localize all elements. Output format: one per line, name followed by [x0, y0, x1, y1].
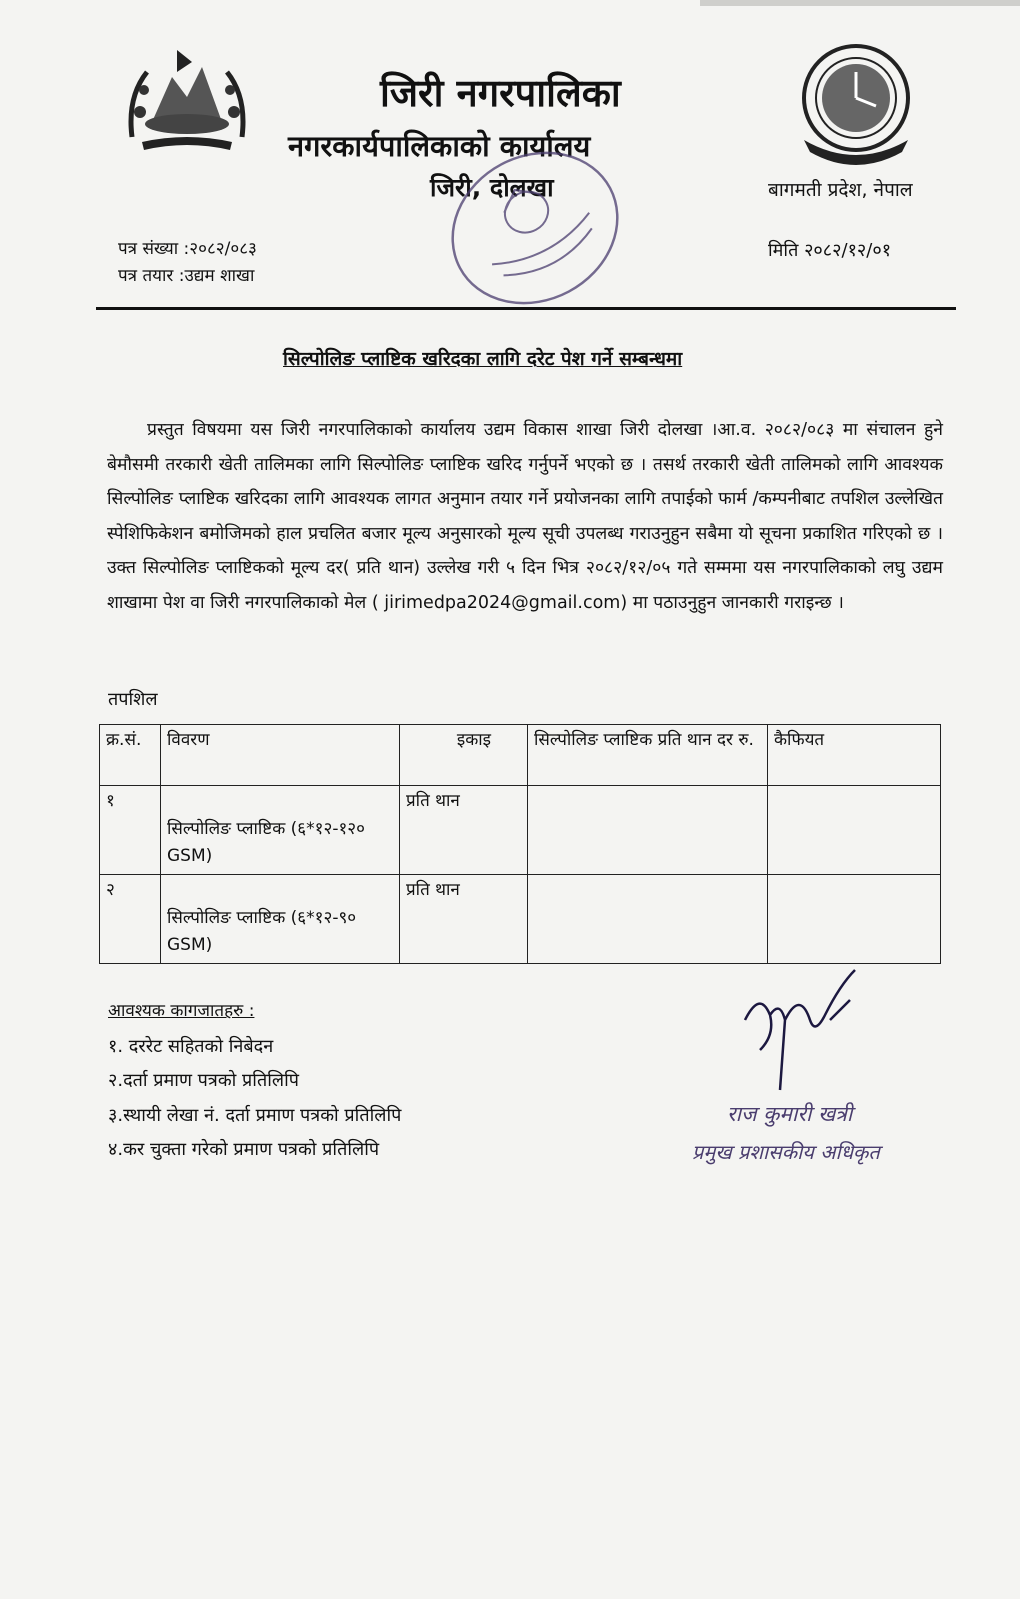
body-paragraph	[107, 413, 943, 620]
cell-description-text: सिल्पोलिङ प्लाष्टिक (६*१२-१२० GSM)	[167, 819, 365, 866]
cell-sn: २	[100, 875, 161, 964]
table-row	[100, 786, 941, 875]
cell-sn: १	[100, 786, 161, 875]
col-header-remarks: कैफियत	[768, 725, 941, 786]
cell-unit: प्रति थान	[400, 875, 528, 964]
required-document-item: ३.स्थायी लेखा नं. दर्ता प्रमाण पत्रको प्रतिलिपि	[108, 1105, 402, 1126]
signatory-name: राज कुमारी खत्री	[727, 1102, 853, 1126]
letter-number: पत्र संख्या :२०८२/०८३	[118, 239, 257, 259]
office-seal-icon	[440, 140, 630, 315]
cell-remarks	[768, 875, 941, 964]
province-label: बागमती प्रदेश, नेपाल	[768, 179, 913, 201]
subject-line: सिल्पोलिङ प्लाष्टिक खरिदका लागि दरेट पेश गर्ने सम्बन्धमा	[283, 348, 683, 370]
required-document-item: १. दररेट सहितको निबेदन	[108, 1036, 274, 1057]
required-document-item: ४.कर चुक्ता गरेको प्रमाण पत्रको प्रतिलिपि	[108, 1139, 380, 1160]
signatory-title: प्रमुख प्रशासकीय अधिकृत	[692, 1140, 880, 1164]
cell-rate	[528, 786, 768, 875]
org-name: जिरी नगरपालिका	[380, 71, 621, 115]
col-header-unit-label: इकाइ	[456, 730, 491, 750]
header-divider	[96, 307, 956, 310]
cell-description-text: सिल्पोलिङ प्लाष्टिक (६*१२-९० GSM)	[167, 908, 357, 955]
body-text: प्रस्तुत विषयमा यस जिरी नगरपालिकाको कार्यालय उद्यम विकास शाखा जिरी दोलखा ।आ.व. २०८२/०८३ मा संचालन हुने बेमौसमी तरकारी खेती तालिमका लागि सिल्पोलिङ प्लाष्टिक खरिद गर्नुपर्ने भएको छ । तसर्थ तरकारी खेती तालिमको लागि आवश्यक सिल्पोलिङ प्लाष्टिक खरिदका लागि आवश्यक लागत अनुमान तयार गर्ने प्रयोजनका लागि तपाईको फार्म /कम्पनीबाट तपशिल उल्लेखित स्पेशिफिकेशन बमोजिमको हाल प्रचलित बजार मूल्य अनुसारको मूल्य सूची उपलब्ध गराउनुहुन सबैमा यो सूचना प्रकाशित गरिएको छ । उक्त सिल्पोलिङ प्लाष्टिकको मूल्य दर( प्रति थान) उल्लेख गरी ५ दिन भित्र २०८२/१२/०५ गते सम्ममा यस नगरपालिकाको लघु उद्यम शाखामा पेश वा जिरी नगरपालिकाको मेल ( jirimedpa2024@gmail.com) मा पठाउनुहुन जानकारी गराइन्छ ।	[107, 420, 943, 613]
col-header-unit	[400, 725, 528, 786]
specification-table	[99, 724, 941, 964]
table-row	[100, 875, 941, 964]
table-header-row	[100, 725, 941, 786]
letter-date: मिति २०८२/१२/०१	[768, 240, 892, 261]
cell-description	[161, 786, 400, 875]
nepal-government-emblem-icon	[122, 42, 252, 154]
office-name: नगरकार्यपालिकाको कार्यालय	[288, 129, 591, 163]
cell-description	[161, 875, 400, 964]
col-header-description: विवरण	[161, 725, 400, 786]
details-label: तपशिल	[108, 689, 158, 710]
cell-unit: प्रति थान	[400, 786, 528, 875]
jiri-municipality-logo-icon	[790, 40, 922, 180]
col-header-sn: क्र.सं.	[100, 725, 161, 786]
office-address: जिरी, दोलखा	[430, 173, 554, 202]
required-document-item: २.दर्ता प्रमाण पत्रको प्रतिलिपि	[108, 1070, 299, 1091]
signature-icon	[730, 960, 870, 1100]
scan-edge	[700, 0, 1020, 6]
cell-rate	[528, 875, 768, 964]
required-documents-title: आवश्यक कागजातहरु :	[108, 1001, 255, 1021]
cell-remarks	[768, 786, 941, 875]
letter-prepared-by: पत्र तयार :उद्यम शाखा	[118, 266, 255, 286]
col-header-rate: सिल्पोलिङ प्लाष्टिक प्रति थान दर रु.	[528, 725, 768, 786]
